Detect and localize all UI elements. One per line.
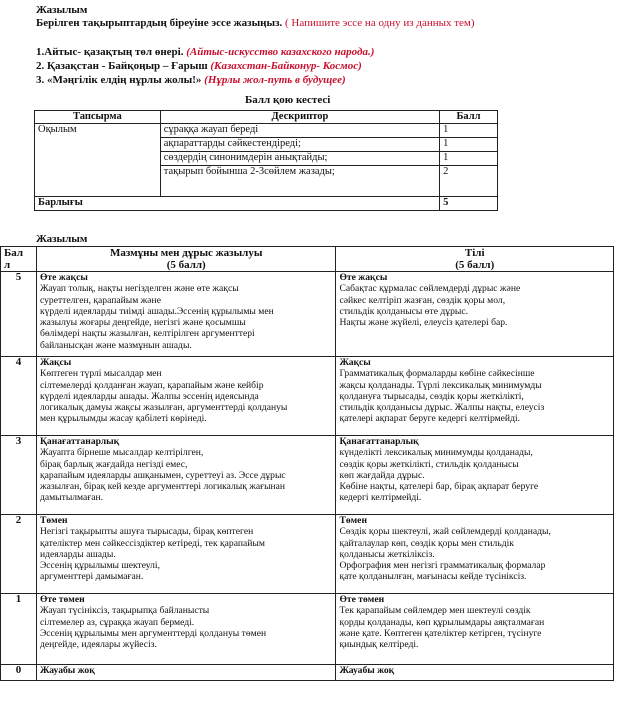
header-score-a: Бал xyxy=(4,247,24,259)
rubric-text-line: Эссенің құрылымы мен аргументтерді қолдануы төмен xyxy=(39,627,267,639)
descriptor-cell: сұраққа жауап береді xyxy=(160,124,439,138)
rubric-lang-cell xyxy=(336,357,614,436)
rubric-text-line: қателіктер мен сәйкессіздіктер кетіреді, тек қарапайым xyxy=(39,537,265,549)
rubric-text-line: кедергі келтірмейді. xyxy=(339,492,422,504)
rubric-text-line: қолдануға тырысады, сөздік қоры жеткілікті, xyxy=(339,390,524,402)
rubric-content-cell xyxy=(36,272,335,357)
rubric-text-line: стильдік қолданысы өте дұрыс. xyxy=(339,305,468,317)
table-row xyxy=(1,594,614,665)
header-task: Тапсырма xyxy=(35,111,161,124)
rubric-level: Қанағаттанарлық xyxy=(339,436,419,447)
rubric-text-line: идеяларды ашады. xyxy=(39,548,116,560)
score-cell: 1 xyxy=(440,124,498,138)
score-cell: 1 xyxy=(440,138,498,152)
rubric-text-line: Орфография мен негізгі грамматикалық формалар xyxy=(339,560,546,572)
rubric-text-line: Грамматикалық формаларды көбіне сәйкесінше xyxy=(339,368,535,380)
rubric-content-cell xyxy=(36,357,335,436)
rubric-text-line: Сабақтас құрмалас сөйлемдерді дұрыс және xyxy=(339,283,521,295)
rubric-lang-cell xyxy=(336,515,614,594)
rubric-text-line: Тек қарапайым сөйлемдер мен шектеулі сөздік xyxy=(339,605,531,617)
rubric-content-cell xyxy=(36,665,335,681)
rubric-level: Төмен xyxy=(339,515,367,526)
rubric-score: 2 xyxy=(1,515,37,594)
topic-1 xyxy=(36,46,374,59)
rubric-level: Қанағаттанарлық xyxy=(39,436,120,447)
header-content xyxy=(36,247,335,272)
rubric-text-line: жақсы қолданады. Түрлі лексикалық минимумды xyxy=(339,379,542,391)
rubric-table xyxy=(0,246,614,681)
rubric-text-line: логикалық дамуы жақсы жазылған, аргументтерді қолдануы xyxy=(39,402,288,414)
score-table-caption: Балл қою кестесі xyxy=(245,94,331,106)
rubric-level: Өте жақсы xyxy=(339,272,388,283)
rubric-text-line: Жауап түсініксіз, тақырыпқа байланысты xyxy=(39,605,210,617)
rubric-header xyxy=(1,247,614,272)
rubric-text-line: Негізгі тақырыпты ашуға тырысады, бірақ көптеген xyxy=(39,526,254,538)
rubric-level: Төмен xyxy=(39,515,68,526)
rubric-lang-cell xyxy=(336,594,614,665)
rubric-text-line: сәйкес келтіріп жазған, сөздік қоры мол, xyxy=(339,294,506,306)
instruction-ru: ( Напишите эссе на одну из данных тем) xyxy=(285,17,475,29)
rubric-text-line: Жауап толық, нақты негізделген және өте жақсы xyxy=(39,283,239,295)
rubric-text-line: қолданысы жеткіліксіз. xyxy=(339,548,435,560)
rubric-text-line: Жауапта бірнеше мысалдар келтірілген, xyxy=(39,447,204,459)
header-content-b: (5 балл) xyxy=(166,259,206,271)
topic-2-ru: (Казахстан-Байконур- Космос) xyxy=(210,60,362,72)
rubric-level: Жауабы жоқ xyxy=(39,665,95,676)
rubric-text-line: қорды қолданады, көп құрылымдары аяқталмаған xyxy=(339,616,545,628)
header-content-a: Мазмұны мен дұрыс жазылуы xyxy=(109,247,263,259)
rubric-text-line: жазылған, бірақ кей кезде аргументтері логикалық жағынан xyxy=(39,481,286,493)
score-cell: 2 xyxy=(440,166,498,197)
score-table-header xyxy=(35,111,498,124)
table-row xyxy=(1,272,614,357)
rubric-text-line: қате қолданылған, мағынасы кейде түсініксіз. xyxy=(339,571,527,583)
rubric-score: 3 xyxy=(1,436,37,515)
header-score: Балл xyxy=(440,111,498,124)
rubric-text-line: күрделі идеяларды тиімді ашады.Эссенің құрылымы мен xyxy=(39,305,274,317)
rubric-text-line: күнделікті лексикалық минимумды қолданады, xyxy=(339,447,533,459)
total-label: Барлығы xyxy=(35,197,440,211)
header-language-b: (5 балл) xyxy=(455,259,495,271)
rubric-content-cell xyxy=(36,436,335,515)
document-title: Жазылым xyxy=(36,4,88,16)
rubric-level: Жауабы жоқ xyxy=(339,665,395,676)
rubric-text-line: көп жағдайда дұрыс. xyxy=(339,469,425,481)
header-score xyxy=(1,247,37,272)
task-cell: Оқылым xyxy=(35,124,161,197)
rubric-text-line: бөлімдері нақты жазылған, келтірілген аргументтері xyxy=(39,328,255,340)
rubric-text-line: сөздік қоры жеткілікті, стильдік қолданысы xyxy=(339,458,519,470)
rubric-text-line: қайталаулар көп, сөздік қоры мен стильдік xyxy=(339,537,514,549)
rubric-text-line: бірақ барлық жағдайда негізді емес, xyxy=(39,458,188,470)
rubric-text-line: деңгейде, идеялары жүйесіз. xyxy=(39,639,157,651)
header-language-a: Тілі xyxy=(464,247,485,259)
topic-3-ru: (Нұрлы жол-путь в будущее) xyxy=(204,74,346,86)
table-row xyxy=(1,436,614,515)
descriptor-cell: сөздердің синонимдерін анықтайды; xyxy=(160,152,439,166)
instruction xyxy=(36,17,475,30)
descriptor-cell: ақпараттарды сәйкестендіреді; xyxy=(160,138,439,152)
rubric-level: Өте жақсы xyxy=(39,272,88,283)
descriptor-cell: тақырып бойынша 2-3сөйлем жазады; xyxy=(160,166,439,197)
table-row xyxy=(1,515,614,594)
topic-1-kz: 1.Айтыс- қазақтың төл өнері. xyxy=(36,46,184,58)
rubric-score: 0 xyxy=(1,665,37,681)
rubric-text-line: және қате. Көптеген қателіктер кетірген, түсінуге xyxy=(339,627,542,639)
rubric-lang-cell xyxy=(336,665,614,681)
header-language xyxy=(336,247,614,272)
rubric-text-line: стильдік қолданысы дұрыс. Жалпы нақты, елеусіз xyxy=(339,402,545,414)
rubric-text-line: Сөздік қоры шектеулі, жай сөйлемдерді қолданады, xyxy=(339,526,551,538)
rubric-text-line: жазылуы жоғары деңгейде, негізгі және қосымшы xyxy=(39,317,246,329)
rubric-text-line: сілтемелерді қолданған жауап, қарапайым және кейбір xyxy=(39,379,264,391)
rubric-text-line: қарапайым идеяларды ашқанымен, суреттеуі аз. Эссе дұрыс xyxy=(39,469,286,481)
rubric-level: Өте төмен xyxy=(339,594,385,605)
rubric-text-line: мен құрылымды жасау қабілеті көрінеді. xyxy=(39,413,207,425)
rubric-text-line: Нақты және жүйелі, елеусіз қателері бар. xyxy=(339,317,508,329)
total-score: 5 xyxy=(440,197,498,211)
topic-1-ru: (Айтыс-искусство казахского народа.) xyxy=(186,46,375,58)
rubric-text-line: дамытылмаған. xyxy=(39,492,104,504)
rubric-text-line: суреттелген, қарапайым және xyxy=(39,294,161,306)
rubric-text-line: байланысқан және мазмұнын ашады. xyxy=(39,339,192,351)
table-row xyxy=(1,357,614,436)
table-row xyxy=(35,124,498,138)
rubric-title: Жазылым xyxy=(36,233,88,245)
rubric-score: 4 xyxy=(1,357,37,436)
rubric-body xyxy=(1,272,614,681)
rubric-level: Өте төмен xyxy=(39,594,85,605)
rubric-text-line: күрделі идеяларды ашады. Жалпы эссенің идеясында xyxy=(39,390,259,402)
rubric-lang-cell xyxy=(336,436,614,515)
rubric-score: 5 xyxy=(1,272,37,357)
instruction-kz: Берілген тақырыптардың біреуіне эссе жазыңыз. xyxy=(36,17,283,29)
rubric-content-cell xyxy=(36,594,335,665)
rubric-level: Жақсы xyxy=(339,357,371,368)
rubric-text-line: Эссенің құрылымы шектеулі, xyxy=(39,560,160,572)
header-score-b: л xyxy=(4,259,11,271)
header-descriptor: Дескриптор xyxy=(160,111,439,124)
topic-2 xyxy=(36,60,362,73)
rubric-text-line: қателері ақпарат беруге кедергі келтірмейді. xyxy=(339,413,521,425)
topic-2-kz: 2. Қазақстан - Байқоңыр – Ғарыш xyxy=(36,60,208,72)
table-row xyxy=(1,665,614,681)
rubric-text-line: қиындық келтіреді. xyxy=(339,639,419,651)
topic-3 xyxy=(36,74,346,87)
score-cell: 1 xyxy=(440,152,498,166)
score-table xyxy=(34,110,498,211)
rubric-content-cell xyxy=(36,515,335,594)
rubric-text-line: Көптеген түрлі мысалдар мен xyxy=(39,368,162,380)
rubric-lang-cell xyxy=(336,272,614,357)
rubric-text-line: Көбіне нақты, қателері бар, бірақ ақпарат беруге xyxy=(339,481,539,493)
topic-3-kz: 3. «Мәңгілік елдің нұрлы жолы!» xyxy=(36,74,202,86)
rubric-text-line: аргументтері дамымаған. xyxy=(39,571,144,583)
total-row xyxy=(35,197,498,211)
rubric-score: 1 xyxy=(1,594,37,665)
rubric-level: Жақсы xyxy=(39,357,72,368)
rubric-text-line: сілтемелер аз, сұраққа жауап бермеді. xyxy=(39,616,195,628)
